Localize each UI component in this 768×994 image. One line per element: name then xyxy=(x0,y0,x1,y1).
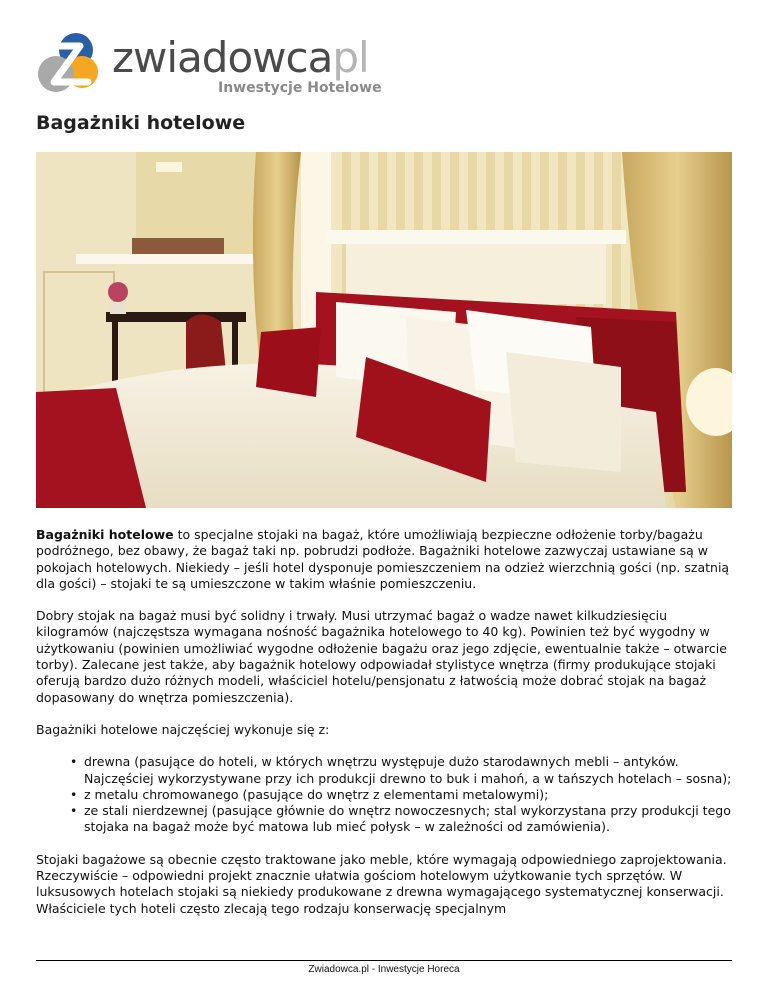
paragraph-quality: Dobry stojak na bagaż musi być solidny i trwały. Musi utrzymać bagaż o wadze nawet kilkudziesięciu kilogramów (najczęstsza wymagana nośność bagażnika hotelowego to 40 kg). Powinien też być wygodny w użytkowaniu (powinien umożliwiać wygodne odłożenie bagażu oraz jego zdjęcie, ewentualnie także – otwarcie torby). Zalecane jest także, aby bagażnik hotelowy odpowiadał stylistyce wnętrza (firmy produkujące stojaki oferują bardzo dużo różnych modeli, właściciel hotelu/pensjonatu z łatwością może dobrać stojak na bagaż dopasowany do wnętrza pomieszczenia). xyxy=(36,608,727,705)
intro-strong: Bagażniki hotelowe xyxy=(36,527,174,542)
footer-divider xyxy=(36,960,732,961)
paragraph-design: Stojaki bagażowe są obecnie często traktowane jako meble, które wymagają odpowiedniego zaprojektowania. Rzeczywiście – odpowiedni projekt znacznie ułatwia gościom hotelowym użytkowanie tych sprzętów. W luksusowych hotelach stojaki są niekiedy produkowane z drewna wymagającego systematycznej konserwacji. Właściciele tych hoteli często zlecają tego rodzaju konserwację specjalnym xyxy=(36,851,727,916)
logo-mark-icon xyxy=(36,32,102,96)
article-body xyxy=(36,527,736,933)
logo-tagline: Inwestycje Hotelowe xyxy=(218,80,382,96)
materials-list xyxy=(36,754,736,835)
list-item: • ze stali nierdzewnej (pasujące głównie do wnętrz nowoczesnych; stal wykorzystana przy produkcji tego stojaka na bagaż może być matowa lub mieć połysk – w zależności od zamówienia). xyxy=(84,803,736,836)
hotel-room-illustration xyxy=(36,152,732,508)
paragraph-intro xyxy=(36,527,736,592)
logo-brand-suffix: pl xyxy=(332,33,369,82)
list-item: • z metalu chromowanego (pasujące do wnętrz z elementami metalowymi); xyxy=(84,787,736,803)
site-logo[interactable] xyxy=(36,30,436,102)
hotel-room-photo xyxy=(36,152,732,508)
logo-wordmark xyxy=(112,34,369,82)
list-item: • drewna (pasujące do hoteli, w których wnętrzu występuje dużo starodawnych mebli – antyków. Najczęściej wykorzystywane przy ich produkcji drewno to buk i mahoń, a w tańszych hotelach – sosna); xyxy=(84,754,736,787)
logo-brand-main: zwiadowca xyxy=(112,33,333,82)
page-footer: Zwiadowca.pl - Inwestycje Horeca xyxy=(308,964,460,975)
intro-text: to specjalne stojaki na bagaż, które umożliwiają bezpieczne odłożenie torby/bagażu podróżnego, bez obawy, że bagaż taki np. pobrudzi podłoże. Bagażniki hotelowe zazwyczaj ustawiane są w pokojach hotelowych. Niekiedy – jeśli hotel dysponuje pomieszczeniem na odzież wierzchnią gości (np. szatnią dla gości) – stojaki te są umieszczone w takim właśnie pomieszczeniu. xyxy=(36,527,730,591)
paragraph-materials-intro: Bagażniki hotelowe najczęściej wykonuje się z: xyxy=(36,721,330,737)
page-title: Bagażniki hotelowe xyxy=(36,112,246,134)
